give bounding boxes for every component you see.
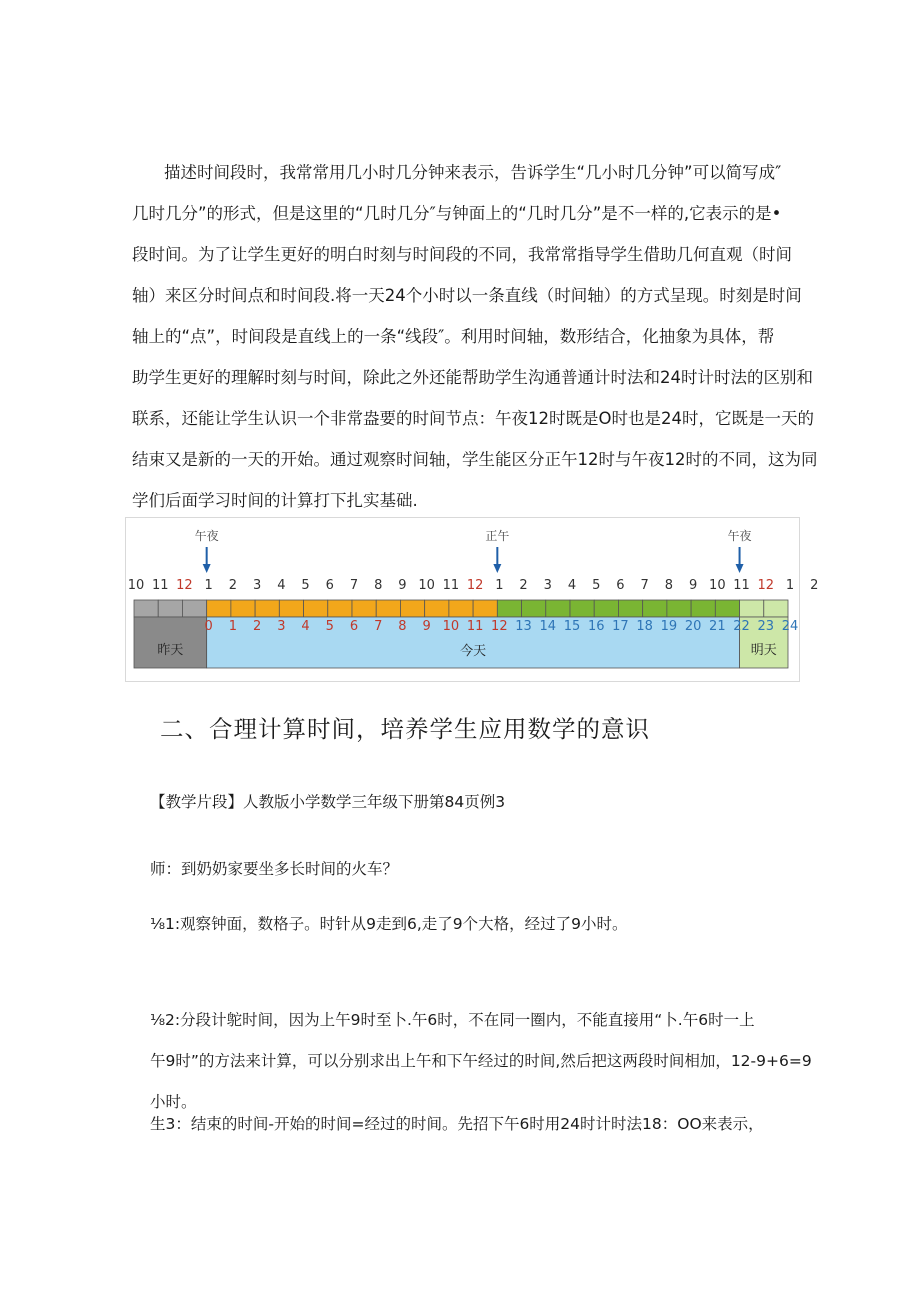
bottom-hour-number: 19 (660, 619, 678, 634)
bottom-hour-number: 9 (422, 619, 431, 634)
bottom-hour-number: 21 (709, 619, 726, 634)
bottom-hour-number: 24 (781, 619, 799, 634)
top-hour-number: 6 (325, 578, 334, 593)
bottom-hour-number: 2 (252, 619, 262, 634)
top-hour-number: 4 (277, 578, 286, 593)
top-hour-number: 12 (176, 578, 193, 593)
midnight-left-arrowhead (203, 564, 211, 573)
section-heading: 二、合理计算时间，培养学生应用数学的意识 (160, 715, 650, 743)
bottom-hour-number: 1 (228, 619, 238, 634)
bottom-hour-number: 5 (325, 619, 334, 634)
yesterday-label: 昨天 (157, 643, 184, 658)
bottom-hour-number: 3 (277, 619, 286, 634)
hour-cell (231, 600, 255, 617)
bottom-hour-number: 12 (491, 619, 508, 634)
hour-cell (134, 600, 158, 617)
top-hour-number: 3 (543, 578, 552, 593)
student3-answer: 生3：结束的时间-开始的时间=经过的时间。先招下午6时用24时计时法18：OO来表示， (150, 1115, 764, 1133)
bottom-hour-number: 8 (398, 619, 407, 634)
hour-cell (522, 600, 546, 617)
timeline-figure (125, 517, 819, 682)
student1-answer: ⅛1:观察钟面，数格子。时针从9走到6,走了9个大格，经过了9小时。 (150, 915, 628, 933)
hour-cell (740, 600, 764, 617)
top-hour-number: 1 (785, 578, 795, 593)
hour-cell (546, 600, 570, 617)
noon-arrowhead (493, 564, 501, 573)
bottom-hour-number: 7 (374, 619, 383, 634)
teaching-segment: 【教学片段】人教版小学数学三年级下册第84页例3 (150, 793, 506, 811)
text-line: 助学生更好的理解时刻与时间，除此之外还能帮助学生沟通普通计时法和24时计时法的区别和 (132, 368, 813, 387)
hour-cell (643, 600, 667, 617)
bottom-hour-number: 18 (636, 619, 653, 634)
top-hour-number: 11 (733, 578, 750, 593)
hour-cell (667, 600, 691, 617)
top-hour-number: 12 (466, 578, 484, 593)
hour-cell (715, 600, 739, 617)
bottom-hour-number: 22 (733, 619, 750, 634)
top-hour-number: 11 (151, 578, 169, 593)
hour-cell (473, 600, 497, 617)
text-line: 结束又是新的一天的开始。通过观察时间轴，学生能区分正午12时与午夜12时的不同，这为同 (132, 450, 818, 469)
top-hour-number: 5 (592, 578, 601, 593)
hour-cell (691, 600, 715, 617)
text-line: 学们后面学习时间的计算打下扎实基础. (132, 491, 418, 510)
bottom-hour-number: 6 (349, 619, 359, 634)
top-hour-number: 1 (495, 578, 504, 593)
bottom-hour-number: 23 (757, 619, 775, 634)
top-hour-number: 9 (398, 578, 407, 593)
top-hour-number: 1 (204, 578, 213, 593)
intro-paragraph (132, 152, 818, 521)
top-hour-number: 2 (810, 578, 819, 593)
noon-label: 正午 (485, 529, 510, 543)
hour-cell (764, 600, 788, 617)
student2-answer (150, 1000, 812, 1123)
text-line: 几时几分”的形式，但是这里的“几时几分″与钟面上的“几时几分”是不一样的,它表示的是• (132, 204, 782, 223)
top-hour-number: 10 (418, 578, 435, 593)
timeline-svg (126, 518, 819, 681)
top-hour-number: 4 (567, 578, 577, 593)
top-hour-number: 11 (442, 578, 460, 593)
top-hour-number: 7 (349, 578, 359, 593)
bottom-hour-number: 14 (539, 619, 557, 634)
top-hour-number: 12 (757, 578, 775, 593)
top-hour-number: 10 (127, 578, 145, 593)
bottom-hour-number: 16 (587, 619, 605, 634)
text-line: 段时间。为了让学生更好的明白时刻与时间段的不同，我常常指导学生借助几何直观（时间 (132, 245, 792, 264)
hour-cell (255, 600, 279, 617)
bottom-hour-number: 20 (684, 619, 702, 634)
top-hour-number: 2 (228, 578, 238, 593)
bottom-hour-number: 17 (612, 619, 629, 634)
text-line: 描述时间段时，我常常用几小时几分钟来表示，告诉学生“几小时几分钟”可以简写成″ (164, 163, 782, 182)
tomorrow-label: 明天 (750, 643, 777, 658)
hour-cell (304, 600, 328, 617)
hour-cell (376, 600, 400, 617)
midnight-right-arrowhead (736, 564, 744, 573)
bottom-hour-number: 15 (563, 619, 581, 634)
top-hour-number: 9 (688, 578, 698, 593)
teacher-question: 师：到奶奶家要坐多长时间的火车？ (150, 860, 399, 878)
hour-cell (497, 600, 521, 617)
bottom-hour-number: 13 (515, 619, 532, 634)
midnight-right-label: 午夜 (727, 529, 752, 543)
hour-cell (425, 600, 449, 617)
top-hour-number: 3 (252, 578, 262, 593)
text-line: 联系，还能让学生认识一个非常盎要的时间节点：午夜12时既是O时也是24时，它既是一天的 (132, 409, 814, 428)
top-hour-number: 2 (519, 578, 528, 593)
top-hour-number: 8 (664, 578, 674, 593)
text-line: 轴）来区分时间点和时间段.将一天24个小时以一条直线（时间轴）的方式呈现。时刻是时间 (132, 286, 802, 305)
midnight-left-label: 午夜 (194, 529, 219, 543)
hour-cell (279, 600, 303, 617)
top-hour-number: 7 (640, 578, 649, 593)
text-line: 轴上的“点”，时间段是直线上的一条“线段″。利用时间轴，数形结合，化抽象为具体，帮 (132, 327, 775, 346)
hour-cell (570, 600, 594, 617)
hour-cell (352, 600, 376, 617)
top-hour-number: 10 (709, 578, 726, 593)
hour-cell (158, 600, 182, 617)
text-line: 午9时”的方法来计算，可以分别求出上午和下午经过的时间,然后把这两段时间相加，12-9+6=9 (150, 1052, 812, 1070)
bottom-hour-number: 11 (466, 619, 484, 634)
hour-cell (400, 600, 424, 617)
hour-cell (594, 600, 618, 617)
text-line: 小时。 (150, 1093, 197, 1111)
hour-cell (182, 600, 206, 617)
top-hour-number: 5 (301, 578, 310, 593)
bottom-hour-number: 4 (301, 619, 310, 634)
top-hour-number: 8 (374, 578, 383, 593)
hour-cell (207, 600, 231, 617)
bottom-hour-number: 0 (204, 619, 213, 634)
today-label: 今天 (460, 644, 487, 659)
top-hour-number: 6 (616, 578, 625, 593)
hour-cell (328, 600, 352, 617)
hour-cell (449, 600, 473, 617)
bottom-hour-number: 10 (442, 619, 460, 634)
hour-cell (618, 600, 642, 617)
text-line: ⅛2:分段计鸵时间，因为上午9时至卜.午6时，不在同一圈内，不能直接用“卜.午6时一上 (150, 1011, 755, 1029)
